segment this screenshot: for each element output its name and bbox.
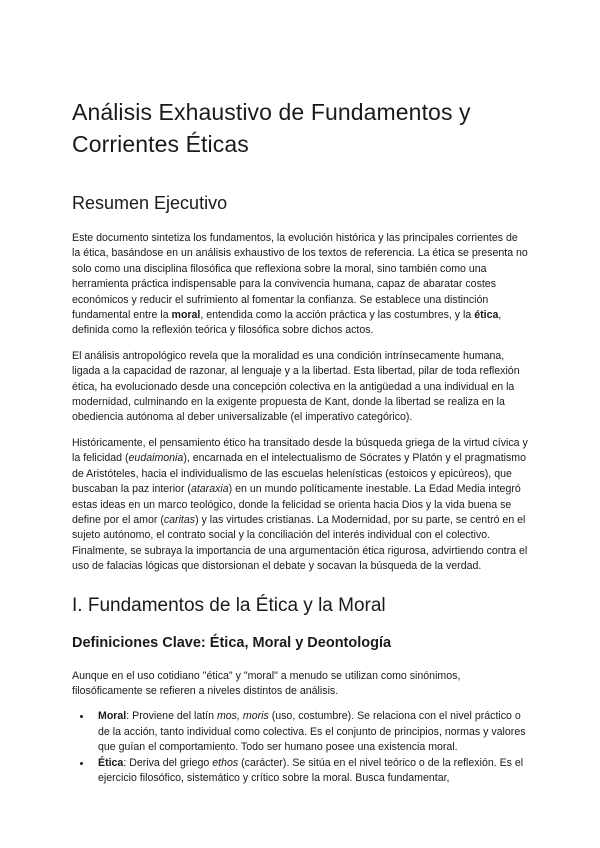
italic-term: eudaimonia [128,452,184,465]
summary-paragraph-2: El análisis antropológico revela que la moralidad es una condición intrínsecamente humana, ligada a la capacidad de razonar, al lenguaje y a la libertad. Esta libertad, pilar de toda reflexión ética, ha evolucionado desde una concepción colectiva en la antigüedad a una individual en la modernidad, culminando en la exigente propuesta de Kant, donde la libertad se realiza en la obediencia autónoma al deber universalizable (el imperativo categórico). [72,349,520,424]
bullet-term: Ética [98,756,124,769]
subsection-heading: Definiciones Clave: Ética, Moral y Deontología [72,634,392,651]
italic-term: ataraxia [190,483,229,496]
italic-term: ethos [212,756,239,769]
summary-heading: Resumen Ejecutivo [72,193,228,213]
text-run: , entendida como la acción práctica y las costumbres, y la [200,309,475,322]
text-run: : Deriva del griego [123,756,213,769]
text-run: ) en un mundo políticamente inestable. La Edad Media integró estas ideas en un marco teológico, donde la felicidad se orienta hacia Dios y la vida buena se define por el amor ( [72,483,521,526]
bold-term-etica: ética [474,309,499,322]
text-run: : Proviene del latín [126,710,217,723]
text-run: (uso, costumbre). Se relaciona con el nivel práctico o de la acción, tanto individual como colectiva. Es el conjunto de principios, normas y valores que guían el comportamiento. Todo ser humano posee una existencia moral. [98,710,526,754]
intro-paragraph: Aunque en el uso cotidiano "ética" y "moral" a menudo se utilizan como sinónimos, filosóficamente se refieren a niveles distintos de análisis. [72,669,461,697]
list-item [92,709,528,755]
summary-paragraph-3 [72,436,528,575]
text-run: (carácter). Se sitúa en el nivel teórico o de la reflexión. Es el ejercicio filosófico, sistemático y crítico sobre la moral. Busca fundamentar, [98,756,524,784]
text-run: Este documento sintetiza los fundamentos, la evolución histórica y las principales corrientes de la ética, basándose en un análisis exhaustivo de los textos de referencia. La ética se presenta no solo como una disciplina filosófica que reflexiona sobre la moral, sino también como una herramienta práctica indispensable para la convivencia humana, capaz de abaratar costes económicos y reducir el sufrimiento al fomentar la confianza. Se establece una distinción fundamental entre la [72,232,528,322]
summary-paragraph-1 [72,231,528,339]
definitions-list [72,709,528,786]
list-item [92,756,528,787]
italic-term: mos, moris [216,710,269,723]
section-1-heading: I. Fundamentos de la Ética y la Moral [72,594,386,616]
text-run: Históricamente, el pensamiento ético ha transitado desde la búsqueda griega de la virtud cívica y la felicidad ( [72,436,528,465]
bold-term-moral: moral [171,309,201,322]
text-run: ) y las virtudes cristianas. La Modernidad, por su parte, se centró en el sujeto autónomo, el contrato social y la conciliación del interés individual con el colectivo. Finalmente, se subraya la importancia de una argumentación ética rigurosa, advirtiendo contra el uso de falacias lógicas que distorsionan el debate y socavan la búsqueda de la verdad. [72,513,528,573]
bullet-term: Moral [98,710,127,723]
text-run: , definida como la reflexión teórica y filosófica sobre dichos actos. [72,309,502,337]
text-run: ), encarnada en el intelectualismo de Sócrates y Platón y el pragmatismo de Aristóteles, hacia el individualismo de las escuelas helenísticas (estoicos y epicúreos), que buscaban la paz interior ( [72,452,527,496]
document-title: Análisis Exhaustivo de Fundamentos y Corrientes Éticas [72,99,471,157]
italic-term: caritas [163,513,196,526]
